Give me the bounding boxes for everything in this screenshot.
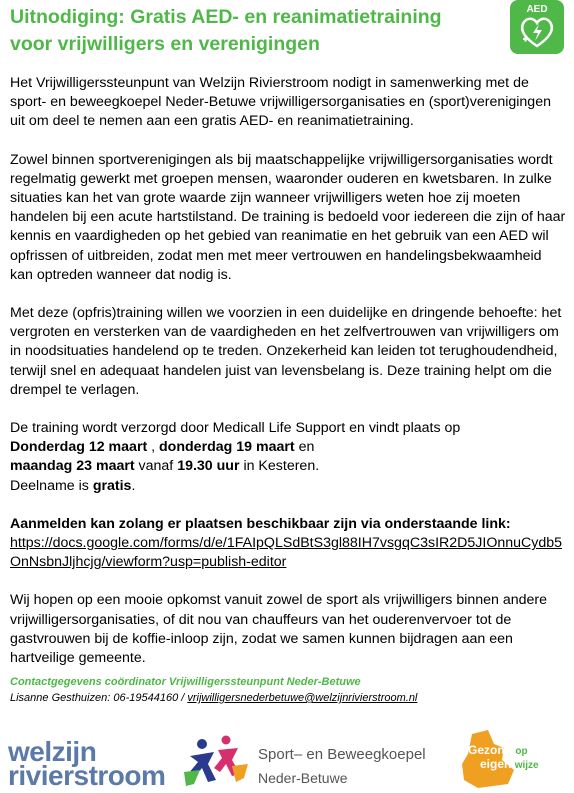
paragraph-goal: Met deze (opfris)training willen we voorzien in een duidelijke en dringende behoefte: het vergroten en versterken van de vaardigheden en het zelfvertrouwen van vrijwilligers om in noodsituaties handelend op te treden. Onzekerheid kan leiden tot terughoudendheid, terwijl snel en adequaat handelen juist van levensbelang is. Deze training helpt om die drempel te verlagen. <box>10 305 562 398</box>
title-line-2: voor vrijwilligers en verenigingen <box>10 33 320 55</box>
date-separator-1: , <box>147 439 160 456</box>
signup-heading <box>10 515 566 534</box>
aed-label: AED <box>526 4 548 15</box>
signup-link-wrap <box>10 534 566 572</box>
welzijn-logo-line1: welzijn <box>8 736 97 767</box>
title-line-1: Uitnodiging: Gratis AED- en reanimatietraining <box>10 6 442 28</box>
sport-beweegkoepel-logo <box>180 734 460 790</box>
training-dates-line2 <box>10 457 566 476</box>
people-figures-icon <box>180 734 252 790</box>
op-word: op <box>515 746 528 757</box>
training-dates-line1 <box>10 438 566 457</box>
date-1: Donderdag 12 maart <box>10 439 148 456</box>
sport-logo-line1: Sport– en Beweegkoepel <box>258 746 426 763</box>
training-intro: De training wordt verzorgd door Medicall Life Support en vindt plaats op <box>10 420 461 437</box>
gezond-text <box>468 744 539 772</box>
training-details <box>10 419 566 496</box>
gezond-op-eigen-wijze-logo <box>458 730 570 790</box>
contact-block <box>10 674 566 706</box>
paragraph-closing: Wij hopen op een mooie opkomst vanuit zowel de sport als vrijwilligers binnen andere vrijwilligersorganisaties, of dit nou van chauffeurs van het ouderenvervoer tot de gastvrouwen bij de koffie-inloop zijn, zodat we samen kunnen bijdragen aan een hartveilige gemeente. <box>10 592 548 667</box>
time-prefix: vanaf <box>134 458 178 475</box>
paragraph-intro: Het Vrijwilligerssteunpunt van Welzijn Rivierstroom nodigt in samenwerking met de sport- en beweegkoepel Neder-Betuwe vrijwilligersorganisaties en (sport)verenigingen uit om deel te nemen aan een gratis AED- en reanimatietraining. <box>10 75 551 130</box>
page-title <box>10 4 500 58</box>
date-2: donderdag 19 maart <box>159 439 295 456</box>
partner-logos <box>0 728 574 793</box>
aed-logo <box>510 0 564 54</box>
paragraph-context: Zowel binnen sportverenigingen als bij maatschappelijke vrijwilligersorganisaties wordt regelmatig gewerkt met groepen mensen, waaronder ouderen en kwetsbaren. In zulke situaties kan het van grote waarde zijn wanneer vrijwilligers weten hoe zij moeten handelen bij een acute hartstilstand. De training is bedoeld voor iedereen die zijn of haar kennis en vaardigheden op het gebied van reanimatie en het gebruik van een AED wil opfrissen of uitbreiden, zodat men met meer vertrouwen en handelingsbekwaamheid kan optreden wanneer dat nodig is. <box>10 151 566 283</box>
training-location: in Kesteren. <box>239 458 320 475</box>
eigen-word: eigen <box>480 757 512 771</box>
contact-email-link[interactable]: vrijwilligersnederbetuwe@welzijnrivierstroom.nl <box>187 692 418 704</box>
signup-link[interactable]: https://docs.google.com/forms/d/e/1FAIpQLSdBtS3gl88IH7vsgqC3sIR2D5JIOnnuCydb5OnNsbnJljhcjg/viewform?usp=publish-editor <box>10 535 563 571</box>
welzijn-rivierstroom-logo <box>8 736 166 791</box>
fee-prefix: Deelname is <box>10 477 93 494</box>
main-content <box>10 74 566 687</box>
date-separator-2: en <box>294 439 315 456</box>
contact-heading: Contactgegevens coördinator Vrijwilligerssteunpunt Neder-Betuwe <box>10 676 361 688</box>
wijze-word: wijze <box>514 760 539 771</box>
sport-logo-line2: Neder-Betuwe <box>258 770 348 786</box>
contact-name-phone: Lisanne Gesthuizen: 06-19544160 / <box>10 692 188 704</box>
date-3: maandag 23 maart <box>10 458 135 475</box>
heart-defibrillator-icon <box>520 16 554 48</box>
fee-value: gratis <box>92 477 132 494</box>
welzijn-logo-line2: rivierstroom <box>8 760 166 791</box>
contact-details <box>10 690 566 706</box>
fee-suffix: . <box>131 477 136 494</box>
training-fee <box>10 477 566 496</box>
gezond-word: Gezond <box>468 743 512 757</box>
signup-heading-text: Aanmelden kan zolang er plaatsen beschikbaar zijn via onderstaande link: <box>10 515 511 532</box>
training-time: 19.30 uur <box>177 458 240 475</box>
